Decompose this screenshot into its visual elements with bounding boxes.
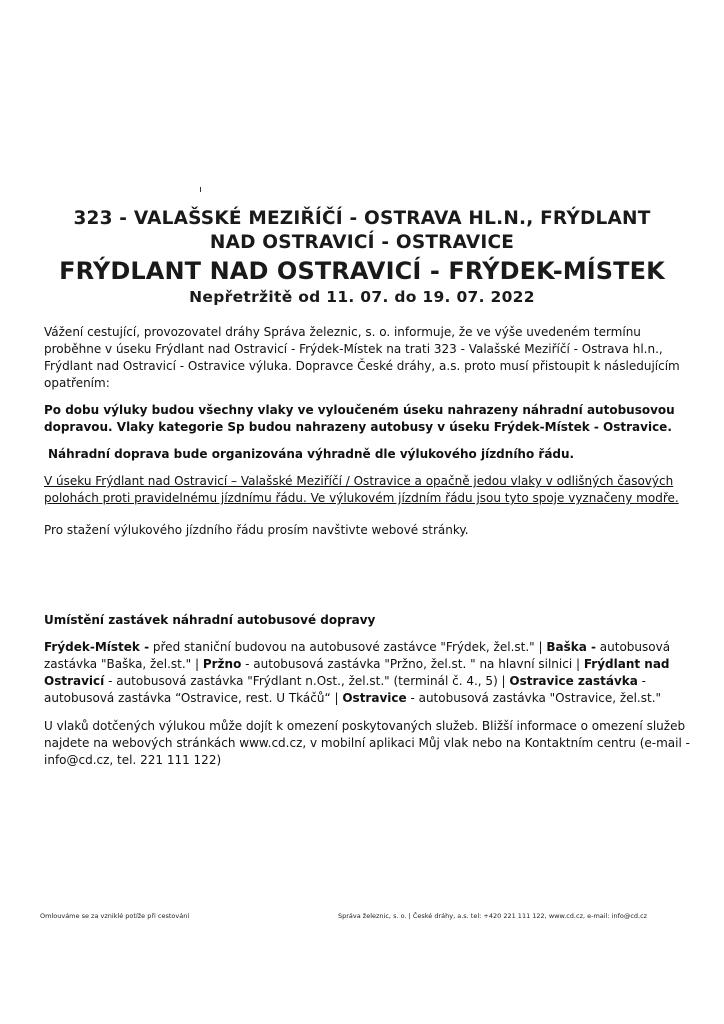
stop-text: - autobusová zastávka “Ostravice, rest. U Tkáčů“ | xyxy=(44,674,646,705)
stop-name: Ostravice zastávka xyxy=(509,674,638,688)
stop-name: Frýdlant nad Ostravicí xyxy=(44,657,670,688)
footer-contacts: Správa železnic, s. o. | České dráhy, a.s. tel: +420 221 111 122, www.cd.cz, e-mail: info@cd.cz xyxy=(338,912,648,920)
section-title: FRÝDLANT NAD OSTRAVICÍ - FRÝDEK-MÍSTEK xyxy=(59,257,665,285)
stop-text: - autobusová zastávka "Pržno, žel.st. " na hlavní silnici | xyxy=(241,657,584,671)
stops-list xyxy=(44,639,694,707)
stop-name: Frýdek-Místek - xyxy=(44,640,150,654)
scan-mark xyxy=(200,187,201,192)
stop-text: - autobusová zastávka "Frýdlant n.Ost., žel.st." (terminál č. 4., 5) | xyxy=(104,674,510,688)
stop-name: Pržno xyxy=(202,657,242,671)
timetable-notice: Náhradní doprava bude organizována výhradně dle výlukového jízdního řádu. xyxy=(48,447,575,461)
footer-apology: Omlouváme se za vzniklé potíže při cestování xyxy=(40,912,190,920)
schedule-change-notice: V úseku Frýdlant nad Ostravicí – Valašské Meziříčí / Ostravice a opačně jedou vlaky v odlišných časových polohách proti pravidelnému jízdnímu řádu. Ve výlukovém jízdním řádu jsou tyto spoje vyznačeny modře. xyxy=(44,474,679,505)
service-info-paragraph: U vlaků dotčených výlukou může dojít k omezení poskytovaných služeb. Bližší informace o omezení služeb najdete na webových stránkách www.cd.cz, v mobilní aplikaci Můj vlak nebo na Kontaktním centru (e-mail - info@cd.cz, tel. 221 111 122) xyxy=(44,719,690,767)
stop-text: autobusová zastávka "Baška, žel.st." | xyxy=(44,640,671,671)
closure-period: Nepřetržitě od 11. 07. do 19. 07. 2022 xyxy=(189,288,535,306)
stop-name: Baška - xyxy=(546,640,596,654)
stop-text: před staniční budovou na autobusové zastávce "Frýdek, žel.st." | xyxy=(149,640,547,654)
route-title-line-2: NAD OSTRAVICÍ - OSTRAVICE xyxy=(209,232,515,253)
stop-text: - autobusová zastávka "Ostravice, žel.st." xyxy=(406,691,662,705)
replacement-notice: Po dobu výluky budou všechny vlaky ve vyloučeném úseku nahrazeny náhradní autobusovou dopravou. Vlaky kategorie Sp budou nahrazeny autobusy v úseku Frýdek-Místek - Ostravice. xyxy=(44,403,675,434)
route-title-line-1: 323 - VALAŠSKÉ MEZIŘÍČÍ - OSTRAVA HL.N., FRÝDLANT xyxy=(73,208,651,229)
stop-name: Ostravice xyxy=(342,691,407,705)
intro-paragraph: Vážení cestující, provozovatel dráhy Správa železnic, s. o. informuje, že ve výše uvedeném termínu proběhne v úseku Frýdlant nad Ostravicí - Frýdek-Místek na trati 323 - Valašské Meziříčí - Ostrava hl.n., Frýdlant nad Ostravicí - Ostravice výluka. Dopravce České dráhy, a.s. proto musí přistoupit k následujícím opatřením: xyxy=(44,325,680,390)
stops-heading: Umístění zastávek náhradní autobusové dopravy xyxy=(44,613,376,627)
download-notice: Pro stažení výlukového jízdního řádu prosím navštivte webové stránky. xyxy=(44,523,469,537)
